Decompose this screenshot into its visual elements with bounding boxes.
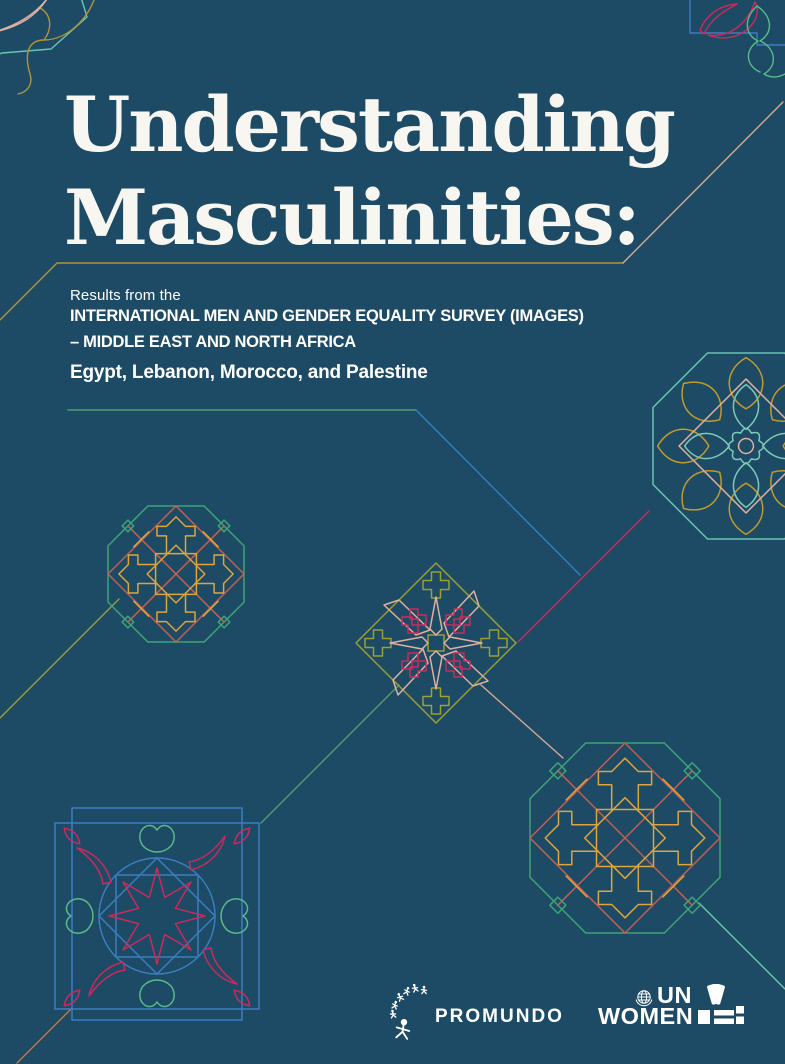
geometric-octagon-left (108, 506, 244, 642)
teal-connector-line (699, 903, 785, 989)
crimson-connector-line (518, 511, 649, 642)
promundo-logo (386, 984, 564, 1040)
un-women-text-un: UN (657, 982, 692, 1008)
arabesque-square-bottom-left (55, 808, 259, 1020)
subtitle-survey-line-1: INTERNATIONAL MEN AND GENDER EQUALITY SURVEY (IMAGES) (70, 307, 584, 325)
embroidery-diamond-center (356, 563, 516, 723)
un-women-flag-mark-icon (698, 984, 744, 1028)
olive-connector-line (0, 599, 119, 718)
green-connector-line (261, 685, 399, 823)
promundo-wordmark: PROMUNDO (435, 1006, 564, 1027)
orange-connector-line (17, 1008, 72, 1063)
corner-arabesque-top-right (690, 0, 785, 77)
page-title (64, 78, 724, 264)
subtitle-countries: Egypt, Lebanon, Morocco, and Palestine (70, 362, 428, 383)
salmon-connector-line-2 (481, 685, 563, 758)
title-line-1: Understanding (64, 80, 674, 169)
geometric-octagon-bottom-right (530, 743, 720, 933)
subtitle-survey-name (70, 303, 584, 355)
title-line-2: Masculinities: (64, 173, 639, 262)
rosette-octagon-right (653, 353, 785, 539)
subtitle-survey-line-2: – MIDDLE EAST AND NORTH AFRICA (70, 333, 356, 351)
un-women-text-women: WOMEN (598, 1003, 694, 1029)
blue-connector-line (416, 410, 580, 575)
un-women-logo (598, 982, 748, 1034)
stick-figures-arc-icon (386, 984, 432, 1040)
subtitle-intro: Results from the (70, 287, 181, 304)
